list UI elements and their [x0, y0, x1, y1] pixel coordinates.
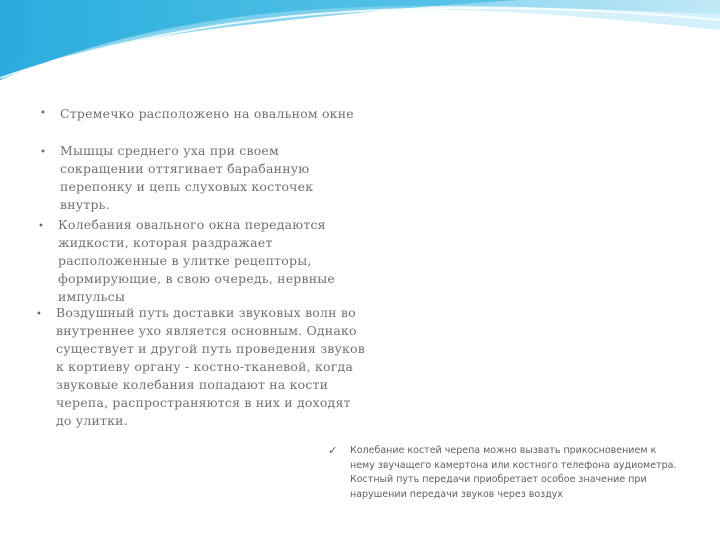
- bullet-dot-icon: •: [40, 147, 46, 158]
- bullet-text: Колебания овального окна передаются жидкости, которая раздражает расположенные в улитке рецепторы, формирующие, в свою очередь, нервные импульсы: [58, 217, 336, 304]
- bullet-dot-icon: •: [40, 108, 46, 119]
- bullet-dot-icon: •: [36, 309, 42, 320]
- bullet-item-1: [40, 103, 360, 125]
- note-text: Колебание костей черепа можно вызвать прикосновением к нему звучащего камертона или костного телефона аудиометра. Костный путь передачи приобретает особое значение при нарушении передачи звуков через воздух: [350, 445, 677, 500]
- bullet-item-4: [36, 304, 366, 430]
- bullet-text: Стремечко расположено на овальном окне: [60, 106, 354, 121]
- checkmark-icon: ✓: [328, 444, 338, 457]
- bullet-dot-icon: •: [38, 221, 44, 232]
- bullet-text: Воздушный путь доставки звуковых волн во внутреннее ухо является основным. Однако существует и другой путь проведения звуков к кортиеву органу - костно-тканевой, когда звуковые колебания попадают на кости черепа, распространяются в них и доходят до улитки.: [56, 305, 365, 428]
- bullet-item-2: [40, 142, 355, 214]
- bullet-item-3: [38, 216, 383, 306]
- note-item: [328, 444, 680, 502]
- header-wave-decoration: [0, 0, 720, 90]
- bullet-text: Мышцы среднего уха при своем сокращении оттягивает барабанную перепонку и цепь слуховых косточек внутрь.: [60, 143, 314, 212]
